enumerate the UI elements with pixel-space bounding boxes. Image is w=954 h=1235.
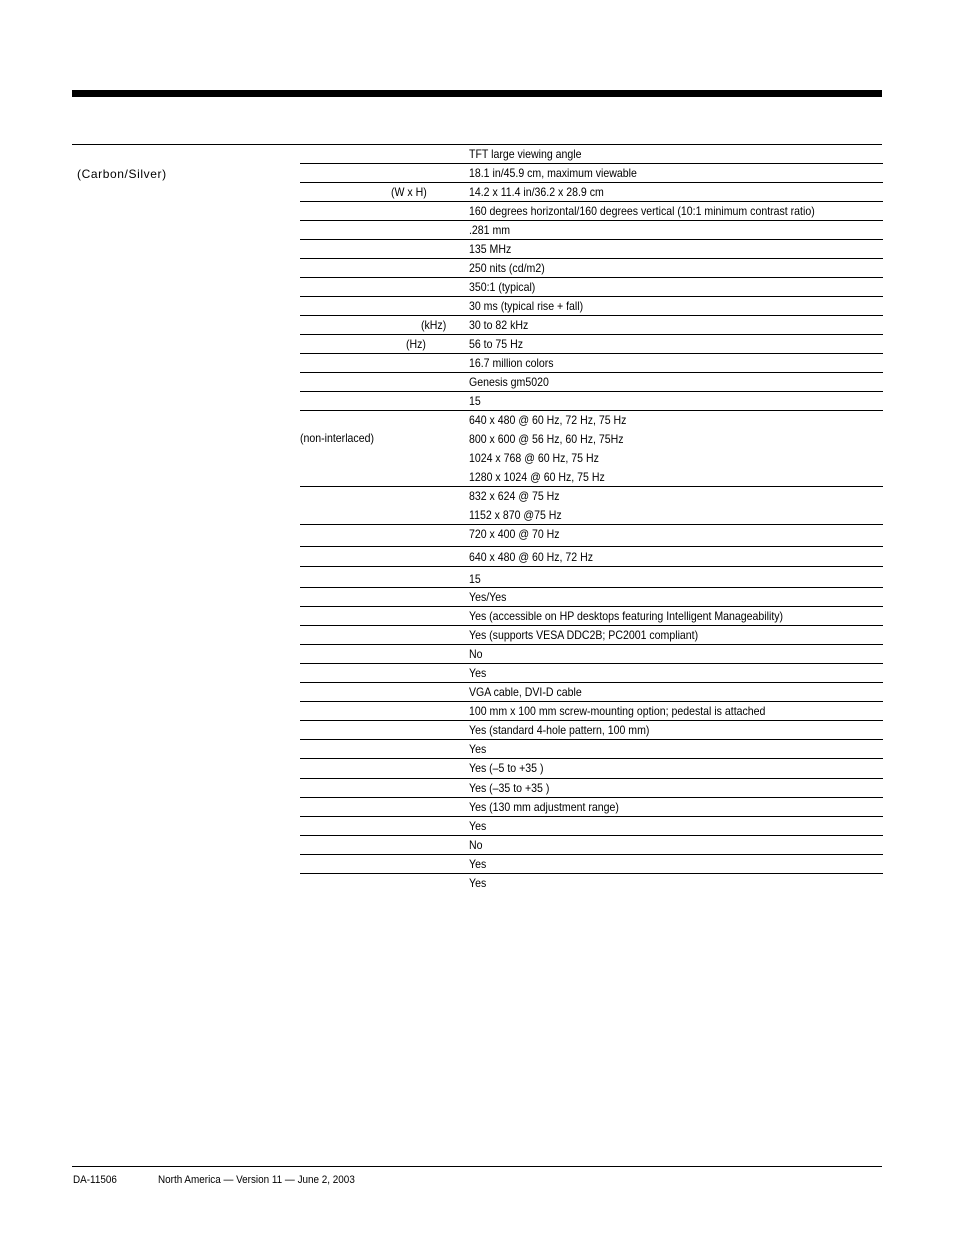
spec-row xyxy=(300,259,883,278)
spec-row-value: 18.1 in/45.9 cm, maximum viewable xyxy=(469,166,637,180)
spec-row-value: 800 x 600 @ 56 Hz, 60 Hz, 75Hz xyxy=(469,432,624,446)
spec-row xyxy=(300,145,883,164)
spec-row-value: Yes xyxy=(469,742,487,756)
spec-row xyxy=(300,240,883,259)
spec-row-value: TFT large viewing angle xyxy=(469,147,582,161)
spec-row-value: Yes (standard 4-hole pattern, 100 mm) xyxy=(469,723,650,737)
spec-row xyxy=(300,525,883,547)
spec-row xyxy=(300,798,883,817)
spec-row xyxy=(300,759,883,779)
spec-row xyxy=(300,567,883,588)
spec-row-value: 135 MHz xyxy=(469,242,512,256)
spec-row-value: VGA cable, DVI-D cable xyxy=(469,685,582,699)
spec-row-label: (non-interlaced) xyxy=(300,431,374,445)
footer-edition: North America — Version 11 — June 2, 2003 xyxy=(158,1174,355,1186)
spec-row-value: Yes/Yes xyxy=(469,590,507,604)
model-color-label: (Carbon/Silver) xyxy=(77,167,167,181)
spec-row xyxy=(300,588,883,607)
spec-row-value: .281 mm xyxy=(469,223,511,237)
spec-row xyxy=(300,702,883,721)
spec-row xyxy=(300,392,883,411)
footer-rule xyxy=(72,1166,882,1167)
spec-row xyxy=(300,547,883,567)
spec-row-value: 100 mm x 100 mm screw-mounting option; pedestal is attached xyxy=(469,704,766,718)
spec-row-value: Yes (accessible on HP desktops featuring Intelligent Manageability) xyxy=(469,609,784,623)
spec-table xyxy=(300,145,883,893)
spec-row-value: Yes xyxy=(469,819,487,833)
spec-row xyxy=(300,740,883,759)
spec-row-label: (Hz) xyxy=(406,337,426,351)
spec-row-value: Yes (supports VESA DDC2B; PC2001 compliant) xyxy=(469,628,699,642)
spec-row xyxy=(300,183,883,202)
spec-row xyxy=(300,164,883,183)
spec-row-value: 30 to 82 kHz xyxy=(469,318,529,332)
spec-row xyxy=(300,335,883,354)
spec-row-label: (kHz) xyxy=(421,318,447,332)
spec-row xyxy=(300,278,883,297)
spec-row xyxy=(300,297,883,316)
spec-row-value: No xyxy=(469,647,483,661)
spec-row xyxy=(300,202,883,221)
spec-row-value: Yes (130 mm adjustment range) xyxy=(469,800,619,814)
spec-row-value: 14.2 x 11.4 in/36.2 x 28.9 cm xyxy=(469,185,604,199)
spec-row xyxy=(300,721,883,740)
spec-row xyxy=(300,874,883,893)
header-rule xyxy=(72,90,882,97)
footer-doc-id: DA-11506 xyxy=(73,1174,117,1186)
spec-row xyxy=(300,817,883,836)
spec-row-value: 640 x 480 @ 60 Hz, 72 Hz, 75 Hz xyxy=(469,413,627,427)
spec-row-value: Yes xyxy=(469,666,487,680)
spec-row xyxy=(300,487,883,525)
spec-row-value: 640 x 480 @ 60 Hz, 72 Hz xyxy=(469,550,594,564)
spec-row xyxy=(300,316,883,335)
spec-row-label: (W x H) xyxy=(391,185,427,199)
spec-row xyxy=(300,779,883,798)
spec-row xyxy=(300,683,883,702)
spec-row-value: Yes xyxy=(469,857,487,871)
spec-row xyxy=(300,607,883,626)
spec-row-value: 350:1 (typical) xyxy=(469,280,536,294)
spec-row xyxy=(300,626,883,645)
spec-row-value: No xyxy=(469,838,483,852)
spec-row xyxy=(300,354,883,373)
spec-row xyxy=(300,836,883,855)
spec-row xyxy=(300,664,883,683)
spec-row xyxy=(300,645,883,664)
spec-row-value: 1280 x 1024 @ 60 Hz, 75 Hz xyxy=(469,470,605,484)
spec-row xyxy=(300,855,883,874)
spec-row xyxy=(300,373,883,392)
spec-row-value: 56 to 75 Hz xyxy=(469,337,524,351)
spec-row-value: Yes xyxy=(469,876,487,890)
spec-row-value: 1152 x 870 @75 Hz xyxy=(469,508,562,522)
spec-row-value: 720 x 400 @ 70 Hz xyxy=(469,527,560,541)
spec-row-value: Genesis gm5020 xyxy=(469,375,549,389)
spec-row-value: 30 ms (typical rise + fall) xyxy=(469,299,584,313)
spec-row-value: 832 x 624 @ 75 Hz xyxy=(469,489,560,503)
spec-row-value: 15 xyxy=(469,572,481,586)
spec-row xyxy=(300,411,883,487)
spec-row-value: 250 nits (cd/m2) xyxy=(469,261,545,275)
spec-row-value: 15 xyxy=(469,394,481,408)
spec-row-value: Yes (–35 to +35 ) xyxy=(469,781,550,795)
spec-row-value: 16.7 million colors xyxy=(469,356,554,370)
spec-row-value: 1024 x 768 @ 60 Hz, 75 Hz xyxy=(469,451,599,465)
spec-row-value: 160 degrees horizontal/160 degrees vertical (10:1 minimum contrast ratio) xyxy=(469,204,815,218)
spec-row xyxy=(300,221,883,240)
spec-row-value: Yes (–5 to +35 ) xyxy=(469,761,544,775)
